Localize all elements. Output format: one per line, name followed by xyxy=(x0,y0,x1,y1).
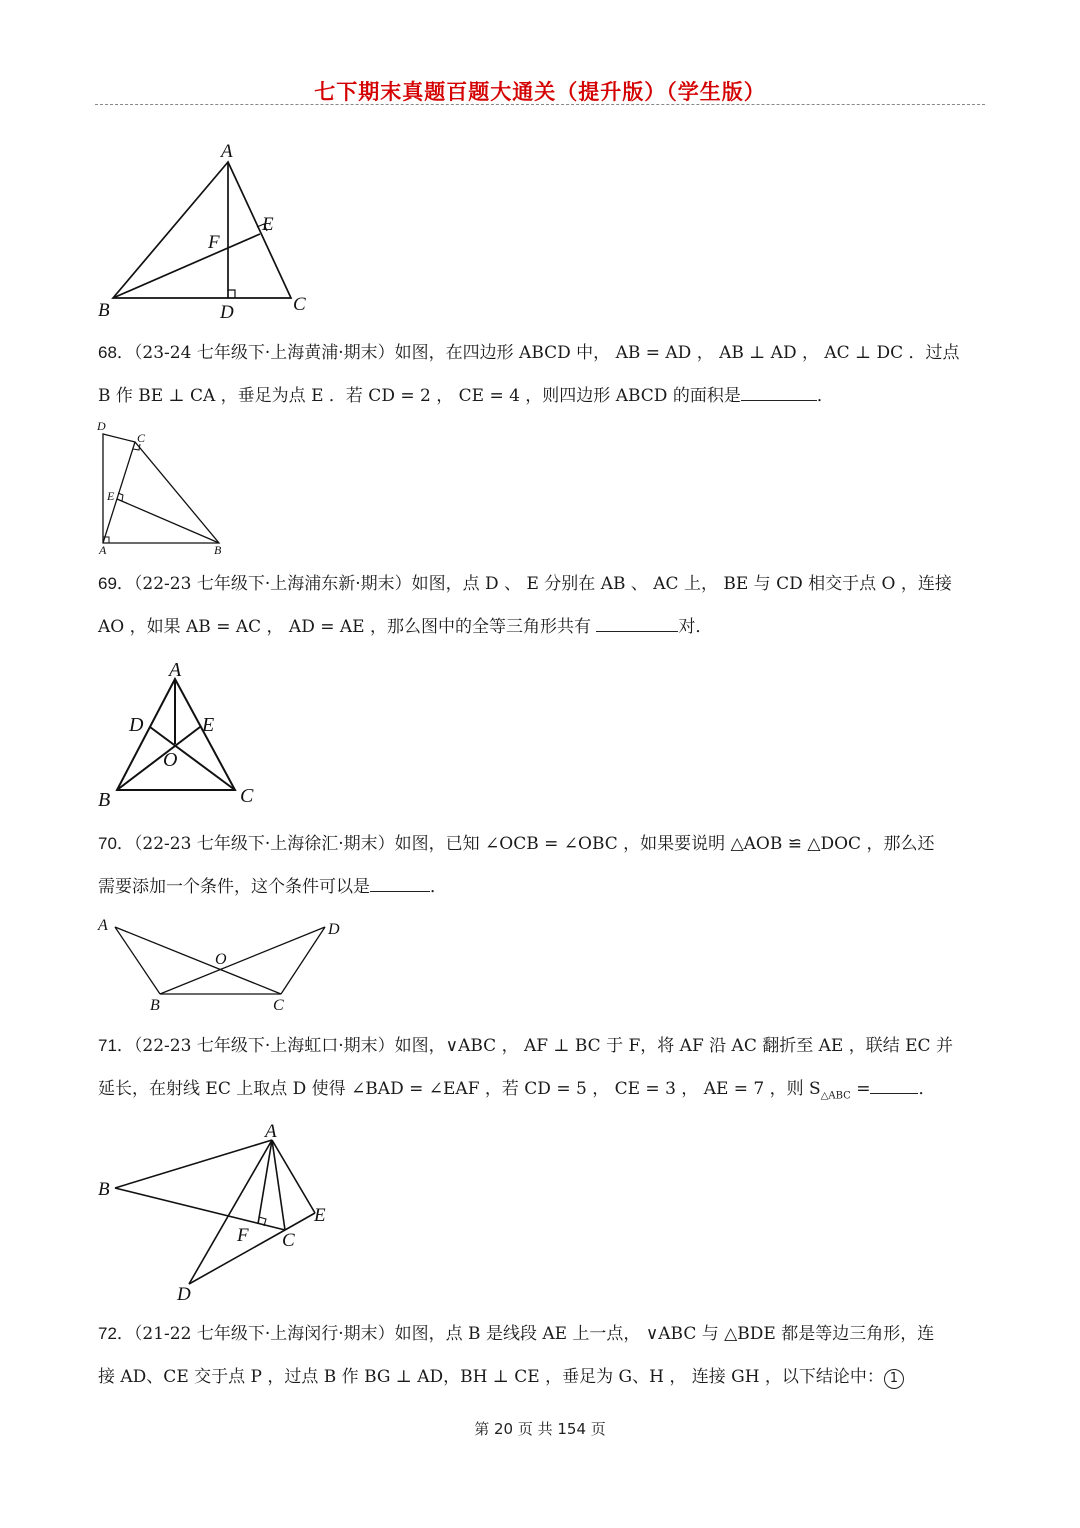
question-text: 需要添加一个条件，这个条件可以是 xyxy=(98,877,370,897)
figure-q71 xyxy=(95,1118,345,1308)
header-divider xyxy=(95,104,985,105)
answer-blank[interactable] xyxy=(741,382,817,401)
question-number: 71． xyxy=(98,1036,134,1055)
question-number: 72． xyxy=(98,1324,134,1343)
label-E: E xyxy=(314,1205,326,1226)
question-text: （23-24 七年级下·上海黄浦·期末）如图，在四边形 ABCD 中， AB = AD ， AB ⊥ AD ， AC ⊥ DC ．过点 xyxy=(133,343,960,363)
label-C: C xyxy=(273,997,284,1014)
label-B: B xyxy=(150,997,160,1014)
document-header-title: 七下期末真题百题大通关（提升版）（学生版） xyxy=(314,80,766,104)
question-70 xyxy=(98,822,983,909)
label-B: B xyxy=(98,300,110,321)
label-O: O xyxy=(163,749,178,771)
label-A: A xyxy=(99,543,107,557)
answer-blank[interactable] xyxy=(596,613,678,632)
label-E: E xyxy=(202,714,215,736)
question-number: 69． xyxy=(98,574,134,593)
question-text: （22-23 七年级下·上海徐汇·期末）如图，已知 ∠OCB = ∠OBC ，如果要说明 △AOB ≌ △DOC ，那么还 xyxy=(133,834,935,854)
label-E: E xyxy=(262,214,274,235)
label-C: C xyxy=(240,785,254,807)
question-72 xyxy=(98,1312,983,1399)
question-text: ． xyxy=(430,877,447,897)
label-B: B xyxy=(98,1179,110,1200)
figure-q67 xyxy=(95,138,325,323)
label-C: C xyxy=(137,431,146,445)
answer-blank[interactable] xyxy=(870,1075,918,1094)
question-text: B 作 BE ⊥ CA ，垂足为点 E ．若 CD = 2 ， CE = 4 ，则四边形 ABCD 的面积是 xyxy=(98,386,741,406)
question-text: 接 AD、CE 交于点 P ，过点 B 作 BG ⊥ AD，BH ⊥ CE ，垂足为 G、H ， 连接 GH ，以下结论中： xyxy=(98,1367,884,1387)
question-68 xyxy=(98,331,983,418)
question-text: （22-23 七年级下·上海浦东新·期末）如图，点 D 、 E 分别在 AB 、 AC 上， BE 与 CD 相交于点 O ，连接 xyxy=(133,574,952,594)
label-C: C xyxy=(282,1230,295,1251)
figure-q70 xyxy=(95,912,355,1017)
label-D: D xyxy=(328,921,340,938)
question-69 xyxy=(98,562,983,649)
circled-number-1: 1 xyxy=(884,1369,904,1389)
question-text: AO ，如果 AB = AC ， AD = AE ，那么图中的全等三角形共有 xyxy=(98,617,591,637)
subscript: △ABC xyxy=(820,1090,851,1102)
question-text: ． xyxy=(918,1079,936,1099)
question-text: （22-23 七年级下·上海虹口·期末）如图，∨ABC ， AF ⊥ BC 于 F，将 AF 沿 AC 翻折至 AE ，联结 EC 并 xyxy=(133,1036,953,1056)
question-number: 68． xyxy=(98,343,134,362)
question-text: 对． xyxy=(678,617,713,637)
label-A: A xyxy=(221,141,233,162)
label-B: B xyxy=(98,789,111,810)
figure-q68 xyxy=(95,418,235,558)
label-A: A xyxy=(265,1121,277,1142)
label-D: D xyxy=(220,302,234,323)
question-71 xyxy=(98,1024,983,1117)
question-text: ． xyxy=(816,386,834,406)
label-A: A xyxy=(98,917,108,934)
label-F: F xyxy=(237,1225,249,1246)
label-F: F xyxy=(208,232,220,253)
question-text: = xyxy=(850,1079,871,1099)
label-D: D xyxy=(129,714,144,736)
page-footer: 第 20 页 共 154 页 xyxy=(474,1420,606,1438)
question-number: 70． xyxy=(98,834,134,853)
question-text: （21-22 七年级下·上海闵行·期末）如图，点 B 是线段 AE 上一点， ∨ABC 与 △BDE 都是等边三角形，连 xyxy=(133,1324,935,1344)
label-A: A xyxy=(169,659,182,681)
label-O: O xyxy=(215,951,227,968)
label-B: B xyxy=(214,543,222,557)
answer-blank[interactable] xyxy=(370,873,430,892)
label-E: E xyxy=(107,489,115,503)
label-C: C xyxy=(293,294,306,315)
figure-q69 xyxy=(95,655,270,810)
label-D: D xyxy=(177,1284,191,1305)
question-text: 延长，在射线 EC 上取点 D 使得 ∠BAD = ∠EAF ，若 CD = 5 ， CE = 3 ， AE = 7 ，则 S xyxy=(98,1079,821,1099)
label-D: D xyxy=(97,419,106,433)
